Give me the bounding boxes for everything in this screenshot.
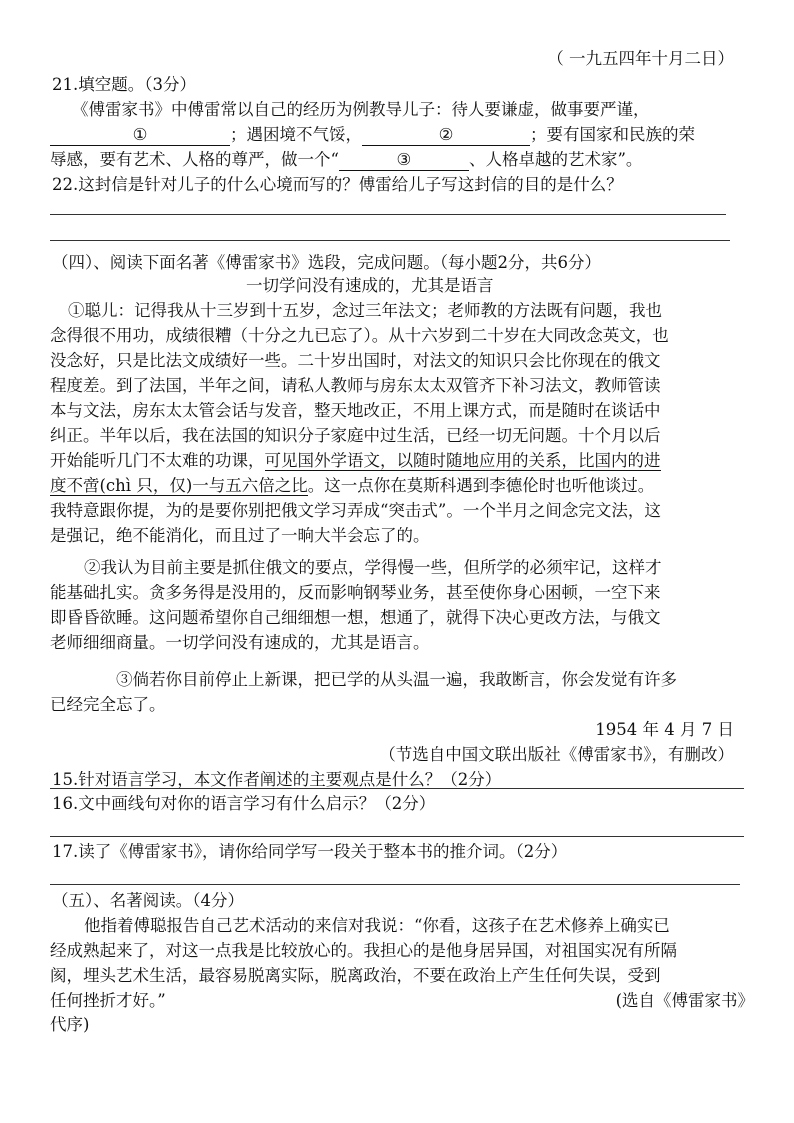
p1-line-5: 本与文法，房东太太管会话与发音，整天地改正，不用上课方式，而是随时在谈话中 [50, 401, 661, 420]
p3-line-1: ③倘若你目前停止上新课，把已学的从头温一遍，我敢断言，你会发觉有许多 [116, 670, 677, 689]
s5-line-1: 他指着傅聪报告自己艺术活动的来信对我说：“你看，这孩子在艺术修养上确实已 [84, 916, 670, 935]
p1-line-1: ①聪儿：记得我从十三岁到十五岁，念过三年法文；老师教的方法既有问题，我也 [68, 301, 662, 320]
answer-line-q15[interactable] [50, 788, 744, 789]
s5-line-4: 任何挫折才好。” [50, 991, 166, 1010]
q15-title: 15.针对语言学习，本文作者阐述的主要观点是什么？（2分） [52, 770, 502, 789]
q21-line3 [50, 149, 642, 171]
p1-line-4: 程度差。到了法国，半年之间，请私人教师与房东太太双管齐下补习法文，教师管读 [50, 376, 661, 395]
p3-line-2: 已经完全忘了。 [50, 695, 166, 714]
q21-title: 21.填空题。（3分） [52, 75, 196, 94]
q21-line2-mid: ；遇困境不气馁， [230, 125, 362, 144]
p2-line-1: ②我认为目前主要是抓住俄文的要点，学得慢一些，但所学的必须牢记，这样才 [84, 558, 662, 577]
blank-3[interactable]: ③ [339, 150, 469, 171]
p2-line-4: 老师细细商量。一切学问没有速成的，尤其是语言。 [50, 633, 430, 652]
letter-date: 1954 年 4 月 7 日 [595, 720, 734, 739]
s5-source: (选自《傅雷家书》 [615, 991, 754, 1010]
answer-line-q22-2[interactable] [50, 240, 730, 241]
p1-line-6: 纠正。半年以后，我在法国的知识分子家庭中过生活，已经一切无问题。十个月以后 [50, 426, 661, 445]
excerpt-source: （节选自中国文联出版社《傅雷家书》，有删改） [379, 745, 734, 764]
p1-line-3: 没念好，只是比法文成绩好一些。二十岁出国时，对法文的知识只会比你现在的俄文 [50, 351, 661, 370]
p1-line-10: 是强记，绝不能消化，而且过了一晌大半会忘了的。 [50, 526, 430, 545]
p1-line-7-start: 开始能听几门不太难的功课， [50, 451, 265, 470]
p1-line-2: 念得很不用功，成绩很糟（十分之九已忘了）。从十六岁到二十岁在大同改念英文，也 [50, 326, 669, 345]
s5-line-3: 阂，埋头艺术生活，最容易脱离实际，脱离政治，不要在政治上产生任何失误，受到 [50, 966, 661, 985]
q21-line3-start: 辱感，要有艺术、人格的尊严，做一个“ [50, 150, 339, 169]
s5-source-cont: 代序) [50, 1015, 90, 1034]
p1-line-7 [50, 450, 661, 472]
p1-line-9: 我特意跟你提，为的是要你别把俄文学习弄成“突击式”。一个半月之间念完文法，这 [50, 501, 661, 520]
q21-line3-end: 、人格卓越的艺术家”。 [468, 150, 643, 169]
letter-date-top: （ 一九五四年十月二日） [547, 49, 734, 68]
section4-heading: （四）、阅读下面名著《傅雷家书》选段，完成问题。（每小题2分，共6分） [52, 253, 601, 272]
p2-line-2: 能基础扎实。贪多务得是没用的，反而影响钢琴业务，甚至使你身心困顿，一空下来 [50, 583, 661, 602]
section5-heading: （五）、名著阅读。（4分） [52, 891, 244, 910]
answer-line-q16[interactable] [50, 836, 744, 837]
answer-line-q22-1[interactable] [50, 214, 726, 215]
p2-line-3: 即昏昏欲睡。这问题希望你自己细细想一想，想通了，就得下决心更改方法，与俄文 [50, 608, 661, 627]
q16-title: 16.文中画线句对你的语言学习有什么启示？（2分） [52, 794, 436, 813]
s5-line-2: 经成熟起来了，对这一点我是比较放心的。我担心的是他身居异国，对祖国实况有所隔 [50, 941, 677, 960]
section4-subtitle: 一切学问没有速成的，尤其是语言 [246, 276, 494, 295]
q21-line2-end: ；要有国家和民族的荣 [530, 125, 695, 144]
underlined-sentence-part-1: 可见国外学语文，以随时随地应用的关系，比国内的进 [264, 451, 661, 470]
p1-line-8 [50, 475, 654, 497]
p1-line-8-end: 。这一点你在莫斯科遇到李德伦时也听他谈过。 [307, 476, 655, 495]
blank-2[interactable]: ② [362, 125, 530, 146]
q21-line1: 《傅雷家书》中傅雷常以自己的经历为例教导儿子：待人要谦虚，做事要严谨， [72, 100, 650, 119]
q17-title: 17.读了《傅雷家书》，请你给同学写一段关于整本书的推介词。（2分） [52, 842, 568, 861]
answer-line-q17[interactable] [50, 884, 740, 885]
underlined-sentence-part-2: 度不啻(chì 只，仅)一与五六倍之比 [50, 476, 308, 495]
blank-1[interactable]: ① [50, 125, 230, 146]
q22-title: 22.这封信是针对儿子的什么心境而写的？傅雷给儿子写这封信的目的是什么？ [52, 175, 623, 194]
q21-line2 [50, 124, 695, 146]
